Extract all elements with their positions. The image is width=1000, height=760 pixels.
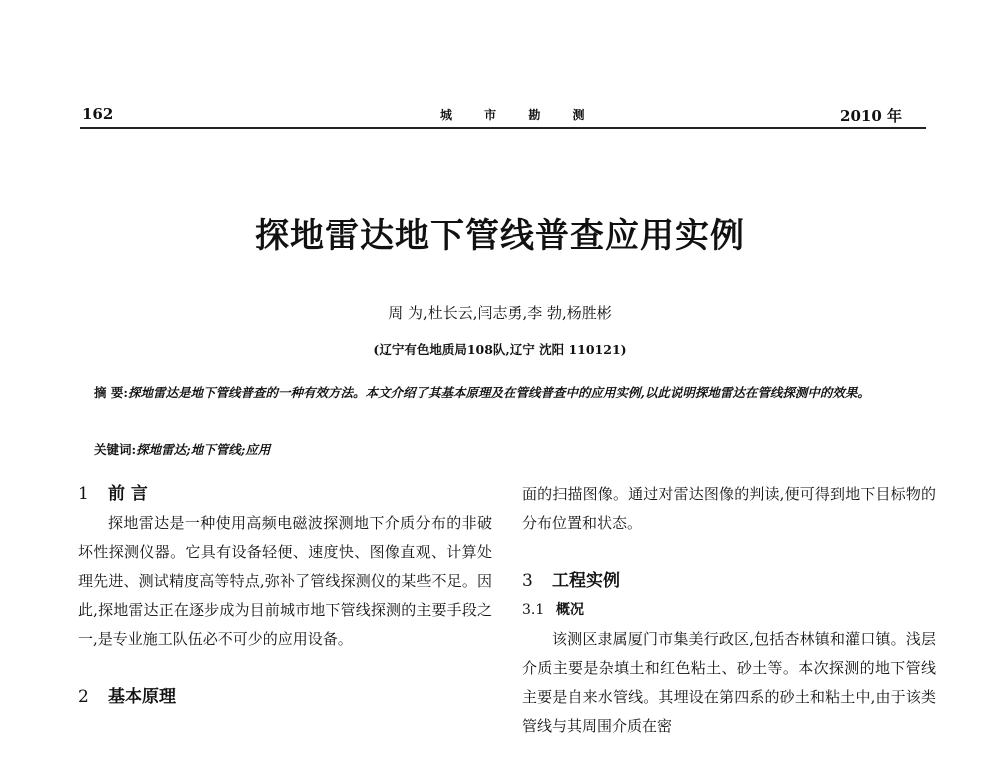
abstract (94, 377, 900, 408)
section-2-continuation: 面的扫描图像。通过对雷达图像的判读,便可得到地下目标物的分布位置和状态。 (522, 485, 936, 532)
section-3-title: 工程实例 (552, 571, 620, 591)
abstract-label: 摘 要: (94, 385, 128, 400)
affiliation: (辽宁有色地质局108队,辽宁 沈阳 110121) (373, 342, 627, 357)
section-1-paragraph: 探地雷达是一种使用高频电磁波探测地下介质分布的非破坏性探测仪器。它具有设备轻便、速度快、图像直观、计算处理先进、测试精度高等特点,弥补了管线探测仪的某些不足。因此,探地雷达正在逐步成为目前城市地下管线探测的主要手段之一,是专业施工队伍必不可少的应用设备。 (78, 514, 492, 648)
left-column (78, 480, 492, 712)
section-1-number: 1 (78, 484, 89, 504)
section-3-1-number: 3.1 (522, 602, 545, 618)
section-3-1-heading (522, 596, 936, 625)
keywords (94, 440, 270, 458)
section-3-heading (522, 567, 936, 596)
section-3-1-paragraph: 该测区隶属厦门市集美行政区,包括杏林镇和灌口镇。浅层介质主要是杂填土和红色粘土、砂土等。本次探测的地下管线主要是自来水管线。其埋设在第四系的砂土和粘土中,由于该类管线与其周围介质在密 (522, 630, 936, 735)
section-2-title: 基本原理 (108, 687, 176, 707)
section-2-heading (78, 683, 492, 712)
section-3-1-title: 概况 (556, 602, 584, 618)
keywords-label: 关键词: (94, 442, 137, 457)
section-1-title: 前 言 (108, 484, 148, 504)
issue-year: 2010 年 (840, 107, 902, 125)
header-rule (80, 127, 926, 129)
right-column (522, 480, 936, 741)
journal-name: 城 市 勘 测 (440, 108, 599, 122)
authors: 周 为,杜长云,闫志勇,李 勃,杨胜彬 (388, 304, 612, 322)
abstract-text: 探地雷达是地下管线普查的一种有效方法。本文介绍了其基本原理及在管线普查中的应用实例,以此说明探地雷达在管线探测中的效果。 (127, 385, 870, 400)
section-1-heading (78, 480, 492, 509)
keywords-text: 探地雷达;地下管线;应用 (136, 442, 271, 457)
paper-title: 探地雷达地下管线普查应用实例 (255, 216, 745, 256)
page-number: 162 (82, 105, 114, 123)
section-3-number: 3 (522, 571, 533, 591)
section-2-number: 2 (78, 687, 89, 707)
